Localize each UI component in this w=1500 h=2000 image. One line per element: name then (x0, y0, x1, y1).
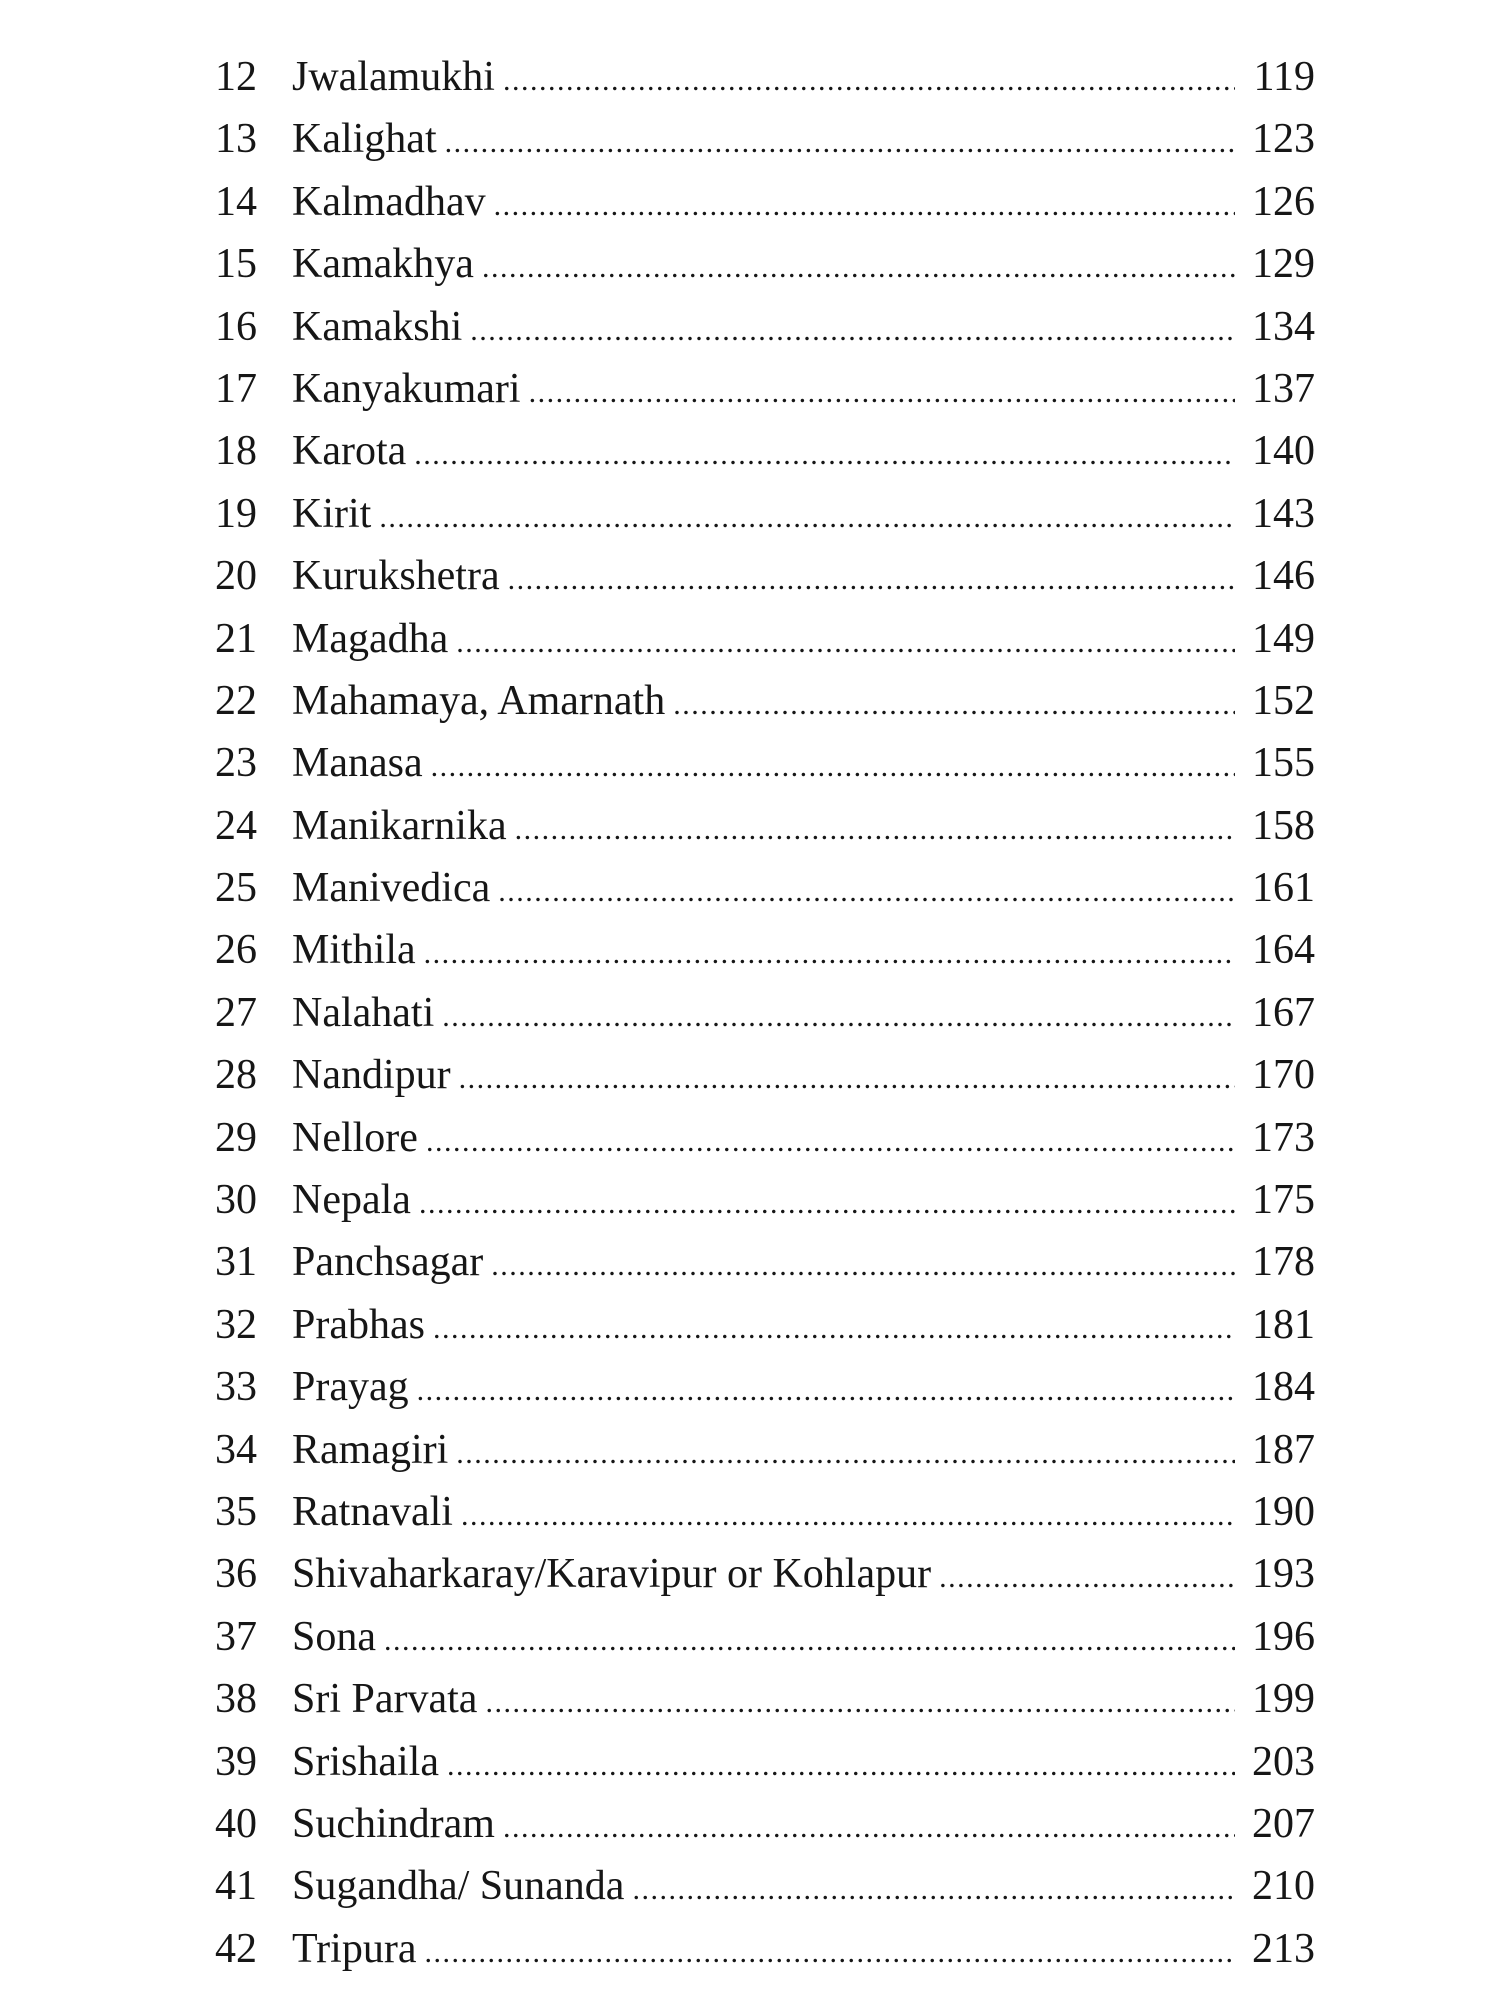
entry-page-number: 213 (1252, 1925, 1315, 1972)
toc-entry (215, 1481, 1315, 1543)
dot-leader (939, 1547, 1235, 1609)
toc-entry (215, 1793, 1315, 1855)
dot-leader (470, 300, 1235, 362)
dot-leader (461, 1485, 1235, 1547)
entry-page-number: 170 (1252, 1052, 1315, 1099)
entry-title: Prayag (292, 1364, 409, 1411)
entry-title: Ramagiri (292, 1426, 449, 1473)
toc-entry (215, 233, 1315, 295)
toc-entry (215, 483, 1315, 545)
toc-entry (215, 46, 1315, 108)
dot-leader (424, 923, 1235, 985)
entry-title: Nalahati (292, 989, 435, 1036)
dot-leader (447, 1735, 1235, 1797)
entry-page-number: 137 (1252, 365, 1315, 412)
entry-page-number: 167 (1252, 989, 1315, 1036)
entry-page-number: 181 (1252, 1301, 1315, 1348)
toc-entry (215, 1356, 1315, 1418)
entry-title: Sugandha/ Sunanda (292, 1863, 625, 1910)
entry-page-number: 196 (1252, 1613, 1315, 1660)
dot-leader (494, 175, 1235, 237)
toc-entry (215, 1419, 1315, 1481)
entry-title: Prabhas (292, 1301, 425, 1348)
entry-page-number: 152 (1252, 677, 1315, 724)
entry-number: 33 (215, 1364, 257, 1411)
dot-leader (456, 612, 1235, 674)
entry-number: 26 (215, 927, 257, 974)
entry-number: 24 (215, 802, 257, 849)
entry-number: 40 (215, 1800, 257, 1847)
entry-page-number: 129 (1252, 241, 1315, 288)
dot-leader (515, 799, 1235, 861)
entry-page-number: 149 (1252, 615, 1315, 662)
entry-page-number: 146 (1252, 553, 1315, 600)
entry-number: 38 (215, 1676, 257, 1723)
entry-number: 16 (215, 303, 257, 350)
entry-title: Mithila (292, 927, 416, 974)
dot-leader (508, 549, 1235, 611)
toc-entry (215, 358, 1315, 420)
dot-leader (482, 237, 1235, 299)
entry-title: Shivaharkaray/Karavipur or Kohlapur (292, 1551, 932, 1598)
toc-entry (215, 1169, 1315, 1231)
toc-entry (215, 919, 1315, 981)
entry-page-number: 143 (1252, 490, 1315, 537)
entry-page-number: 123 (1252, 116, 1315, 163)
entry-number: 17 (215, 365, 257, 412)
entry-page-number: 140 (1252, 428, 1315, 475)
dot-leader (442, 986, 1235, 1048)
entry-title: Mahamaya, Amarnath (292, 677, 666, 724)
entry-title: Suchindram (292, 1800, 495, 1847)
entry-number: 29 (215, 1114, 257, 1161)
entry-title: Sona (292, 1613, 376, 1660)
toc-entry (215, 1855, 1315, 1917)
entry-number: 28 (215, 1052, 257, 1099)
entry-number: 35 (215, 1488, 257, 1535)
entry-number: 14 (215, 178, 257, 225)
entry-number: 27 (215, 989, 257, 1036)
toc-entry (215, 545, 1315, 607)
entry-title: Karota (292, 428, 407, 475)
dot-leader (632, 1859, 1235, 1921)
dot-leader (673, 674, 1235, 736)
dot-leader (529, 362, 1235, 424)
entry-page-number: 210 (1252, 1863, 1315, 1910)
dot-leader (426, 1111, 1235, 1173)
entry-number: 23 (215, 740, 257, 787)
entry-number: 13 (215, 116, 257, 163)
entry-title: Nandipur (292, 1052, 451, 1099)
toc-entry (215, 608, 1315, 670)
dot-leader (384, 1610, 1235, 1672)
toc-entry (215, 1294, 1315, 1356)
entry-number: 25 (215, 865, 257, 912)
toc-entry (215, 1107, 1315, 1169)
entry-page-number: 173 (1252, 1114, 1315, 1161)
entry-number: 15 (215, 241, 257, 288)
entry-page-number: 207 (1252, 1800, 1315, 1847)
toc-entry (215, 1668, 1315, 1730)
toc-entry (215, 1231, 1315, 1293)
entry-number: 18 (215, 428, 257, 475)
dot-leader (456, 1423, 1235, 1485)
entry-title: Ratnavali (292, 1488, 453, 1535)
entry-page-number: 184 (1252, 1364, 1315, 1411)
entry-title: Kamakhya (292, 241, 474, 288)
entry-number: 39 (215, 1738, 257, 1785)
toc-entry (215, 1606, 1315, 1668)
entry-page-number: 193 (1252, 1551, 1315, 1598)
entry-number: 34 (215, 1426, 257, 1473)
entry-page-number: 175 (1252, 1177, 1315, 1224)
entry-number: 36 (215, 1551, 257, 1598)
dot-leader (491, 1235, 1235, 1297)
entry-number: 21 (215, 615, 257, 662)
entry-page-number: 178 (1252, 1239, 1315, 1286)
entry-number: 41 (215, 1863, 257, 1910)
entry-page-number: 134 (1252, 303, 1315, 350)
entry-page-number: 155 (1252, 740, 1315, 787)
dot-leader (498, 861, 1235, 923)
entry-title: Manikarnika (292, 802, 507, 849)
entry-page-number: 119 (1253, 54, 1315, 100)
entry-number: 42 (215, 1925, 257, 1972)
toc-entry (215, 1543, 1315, 1605)
dot-leader (417, 1360, 1235, 1422)
entry-number: 19 (215, 490, 257, 537)
entry-page-number: 126 (1252, 178, 1315, 225)
entry-page-number: 158 (1252, 802, 1315, 849)
entry-title: Jwalamukhi (292, 54, 495, 100)
toc-entry (215, 1044, 1315, 1106)
toc-entry (215, 171, 1315, 233)
dot-leader (419, 1173, 1235, 1235)
toc-entry (215, 795, 1315, 857)
toc-entry (215, 732, 1315, 794)
entry-title: Sri Parvata (292, 1676, 478, 1723)
entry-page-number: 190 (1252, 1488, 1315, 1535)
entry-title: Kanyakumari (292, 365, 521, 412)
entry-number: 20 (215, 553, 257, 600)
entry-page-number: 203 (1252, 1738, 1315, 1785)
toc-entry (215, 420, 1315, 482)
table-of-contents (215, 46, 1315, 1980)
entry-number: 32 (215, 1301, 257, 1348)
dot-leader (503, 1797, 1235, 1859)
dot-leader (414, 424, 1235, 486)
entry-page-number: 161 (1252, 865, 1315, 912)
dot-leader (459, 1048, 1235, 1110)
toc-entry (215, 1918, 1315, 1980)
entry-page-number: 164 (1252, 927, 1315, 974)
entry-title: Nepala (292, 1177, 411, 1224)
entry-page-number: 187 (1252, 1426, 1315, 1473)
entry-number: 12 (215, 54, 257, 100)
entry-number: 37 (215, 1613, 257, 1660)
toc-entry (215, 670, 1315, 732)
entry-title: Kalighat (292, 116, 437, 163)
toc-entry (215, 1731, 1315, 1793)
dot-leader (424, 1922, 1235, 1984)
toc-entry (215, 296, 1315, 358)
entry-number: 31 (215, 1239, 257, 1286)
entry-title: Magadha (292, 615, 449, 662)
dot-leader (485, 1672, 1235, 1734)
entry-title: Tripura (292, 1925, 417, 1972)
dot-leader (431, 736, 1235, 798)
toc-entry (215, 108, 1315, 170)
dot-leader (445, 112, 1235, 174)
entry-title: Kamakshi (292, 303, 463, 350)
entry-title: Manasa (292, 740, 423, 787)
entry-number: 22 (215, 677, 257, 724)
entry-number: 30 (215, 1177, 257, 1224)
entry-title: Kirit (292, 490, 372, 537)
entry-title: Manivedica (292, 865, 491, 912)
entry-title: Srishaila (292, 1738, 439, 1785)
entry-title: Panchsagar (292, 1239, 484, 1286)
dot-leader (379, 487, 1235, 549)
dot-leader (503, 50, 1235, 112)
entry-page-number: 199 (1252, 1676, 1315, 1723)
entry-title: Nellore (292, 1114, 418, 1161)
toc-entry (215, 857, 1315, 919)
entry-title: Kurukshetra (292, 553, 500, 600)
dot-leader (433, 1298, 1235, 1360)
entry-title: Kalmadhav (292, 178, 486, 225)
toc-entry (215, 982, 1315, 1044)
